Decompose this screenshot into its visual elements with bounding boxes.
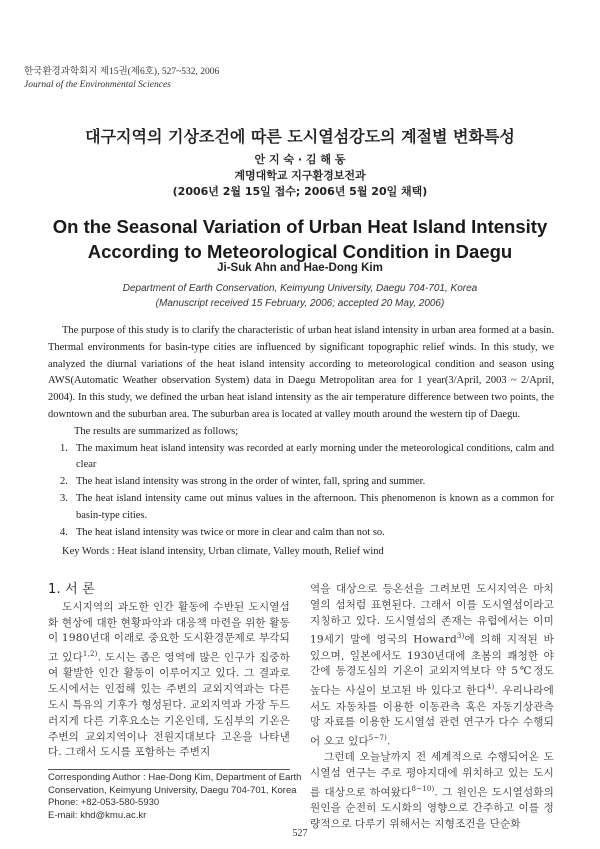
citation-ref: 8~10) — [411, 785, 435, 794]
page-number: 527 — [292, 828, 308, 839]
korean-journal-citation: 한국환경과학회지 제15권(제6호), 527~532, 2006 — [24, 67, 220, 77]
korean-affiliation: 계명대학교 지구환경보전과 — [234, 169, 366, 182]
correspondence-block — [48, 772, 301, 822]
english-authors: Ji-Suk Ahn and Hae-Dong Kim — [217, 262, 383, 274]
korean-author-block — [0, 152, 600, 200]
english-affiliation-block — [0, 281, 600, 311]
corr-address: Conservation, Keimyung University, Daegu 704-701, Korea — [48, 784, 297, 796]
english-affiliation: Department of Earth Conservation, Keimyung University, Daegu 704-701, Korea — [122, 283, 478, 294]
corr-phone: Phone: +82-053-580-5930 — [48, 797, 160, 809]
korean-authors: 안 지 숙 · 김 해 동 — [254, 153, 346, 166]
intro-paragraph-1-cont: 역을 대상으로 등온선을 그려보면 도시지역은 마치 열의 섬처럼 표현된다. 그래서 이를 도시열섬이라고 지칭하고 있다. 도시열섬의 존재는 유럽에서는 이미 19세기 말에 영국의 Howard$^{3)}$에 의해 지적된 바 있으며, 일본에서도 1930년대에 초봄의 쾌청한 야간에 동경도심의 기온이 교외지역보다 약 5℃정도 높다는 사실이 보고된 바 있다고 한다$^{4)}$. 우리나라에서도 자동차를 이용한 이동관측 혹은 자동기상관측망 자료를 이용한 도시열섬 관련 연구가 다수 수행되어 오고 있다$^{5\sim 7)}$. — [310, 583, 554, 748]
right-column — [310, 582, 554, 833]
english-journal-name: Journal of the Environmental Sciences — [24, 80, 171, 90]
intro-paragraph-2: 그런데 오늘날까지 전 세계적으로 수행되어온 도시열섬 연구는 주로 평야지대에 위치하고 있는 도시를 대상으로 하여왔다$^{8\sim 10)}$. 그 원인은 도시열섬화의 원인을 순전히 도시화의 영향으로 간주하고 이를 정량적으로 다루기 위해서는 지형조건을 단순화 — [310, 751, 554, 831]
results-intro: The results are summarized as follows; — [74, 425, 239, 437]
citation-ref: 3) — [456, 632, 465, 641]
korean-title: 대구지역의 기상조건에 따른 도시열섬강도의 계절별 변화특성 — [85, 127, 515, 146]
corr-author: Corresponding Author : Hae-Dong Kim, Department of Earth — [48, 772, 302, 783]
footnote-divider — [48, 769, 290, 770]
english-title — [0, 214, 600, 264]
citation-ref: 4) — [486, 683, 495, 692]
result-item: 2. The heat island intensity was strong in the order of winter, fall, spring and summer. — [60, 476, 426, 488]
korean-received: (2006년 2월 15일 접수; 2006년 5월 20일 채택) — [172, 185, 428, 198]
english-title-line2: According to Meteorological Condition in Daegu — [87, 241, 513, 262]
abstract — [48, 323, 554, 541]
result-item: 3. The heat island intensity came out minus values in the afternoon. This phenomenon is known as a common for basin-type cities. — [60, 492, 554, 521]
corr-email: E-mail: khd@kmu.ac.kr — [48, 809, 147, 821]
results-list — [48, 441, 554, 542]
journal-header — [24, 66, 219, 92]
keywords: Key Words : Heat island intensity, Urban climate, Valley mouth, Relief wind — [62, 546, 384, 557]
english-title-line1: On the Seasonal Variation of Urban Heat Island Intensity — [52, 216, 548, 237]
manuscript-dates: (Manuscript received 15 February, 2006; accepted 20 May, 2006) — [155, 298, 445, 309]
citation-ref: 5~7) — [368, 734, 388, 743]
left-column — [48, 582, 290, 761]
section-heading: 1. 서 론 — [48, 582, 95, 597]
abstract-text: The purpose of this study is to clarify the characteristic of urban heat island intensity in urban area formed at a basin. Thermal environments for basin-type cities are influenced by significant topographic relief winds. In this study, we analyzed the diurnal variations of the heat island intensity according to meteorological condition and season using AWS(Automatic Weather observation System) data in Daegu Metropolitan area for 1 year(3/April, 2003 ~ 2/April, 2004). In this study, we defined the urban heat island intensity as the air temperature difference between two points, the downtown and the suburban area. The suburban area is located at valley mouth around the western tip of Daegu. — [48, 325, 554, 420]
intro-paragraph-1: 도시지역의 과도한 인간 활동에 수반된 도시열섬화 현상에 대한 현황파악과 대응책 마련을 위한 활동이 1980년대 이래로 중요한 도시환경문제로 부각되고 있다$^{1,2)}$. 도시는 좁은 영역에 많은 인구가 집중하여 활발한 인간 활동이 이루어지고 있다. 그 결과로 도시에서는 인접해 있는 주변의 교외지역과는 다른 도시 특유의 기후가 형성된다. 교외지역과 가장 두드러지게 다른 기후요소는 기온인데, 도심부의 기온은 주변의 교외지역이나 전원지대보다 고온을 나타낸다. 그래서 도시를 포함하는 주변지 — [48, 600, 290, 759]
result-item: 4. The heat island intensity was twice or more in clear and calm than not so. — [60, 526, 385, 538]
result-item: 1. The maximum heat island intensity was recorded at early morning under the meteorological conditions, calm and clear — [60, 442, 554, 471]
citation-ref: 1,2) — [82, 650, 98, 659]
